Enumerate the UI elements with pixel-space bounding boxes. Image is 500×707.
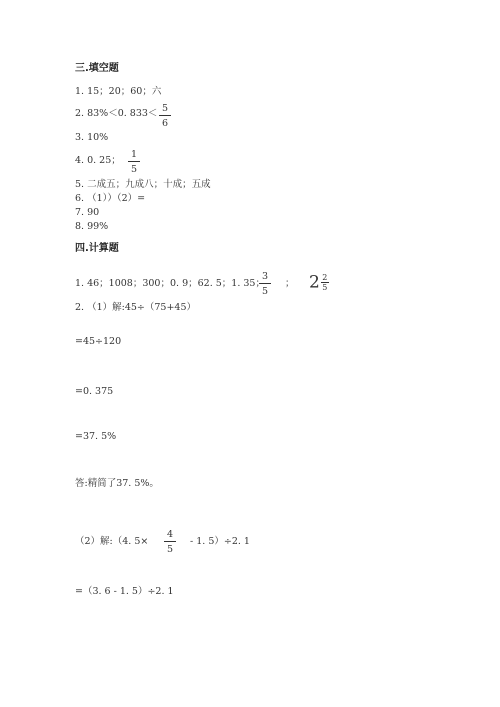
- calc-answer-1-mixed-number: [309, 272, 329, 293]
- fraction-denominator: 5: [130, 164, 138, 175]
- fraction-denominator: 6: [161, 118, 169, 129]
- calc-2-part-2-line-2: =（3. 6 - 1. 5）÷2. 1: [75, 586, 174, 597]
- fraction-denominator: 5: [261, 286, 269, 297]
- calc-2-part-2-line-1: （2）解:（4. 5×: [75, 536, 149, 547]
- answer-8: 8. 99%: [75, 221, 109, 232]
- calc-2-answer: 答:精简了37. 5%。: [75, 478, 159, 489]
- answer-1: 1. 15；20；60；六: [75, 86, 162, 97]
- answer-2-fraction: [158, 103, 172, 129]
- fraction-bar: [128, 161, 140, 162]
- fraction-denominator: 5: [166, 544, 174, 555]
- calc-section-title: 四.计算题: [75, 243, 119, 254]
- answer-4-fraction: [127, 149, 141, 175]
- mixed-numerator: 2: [322, 273, 328, 282]
- answer-3: 3. 10%: [75, 132, 109, 143]
- fraction-numerator: 4: [166, 529, 174, 540]
- fraction-numerator: 1: [130, 149, 138, 160]
- mixed-whole: 2: [309, 272, 320, 293]
- answer-2: 2. 83%＜0. 833＜: [75, 108, 158, 119]
- calc-answer-1-separator: ；: [285, 278, 295, 289]
- fraction-bar: [259, 283, 271, 284]
- mixed-fraction: [321, 273, 329, 292]
- calc-2-line-3: =0. 375: [75, 386, 114, 397]
- calc-2-line-1: 2. （1）解:45÷（75+45）: [75, 302, 197, 313]
- fraction-bar: [164, 541, 176, 542]
- calc-2-part-2-line-1-rest: - 1. 5）÷2. 1: [190, 536, 250, 547]
- calc-answer-1-fraction: [258, 271, 272, 297]
- fill-blank-section-title: 三.填空题: [75, 63, 119, 74]
- fraction-numerator: 3: [261, 271, 269, 282]
- answer-5: 5. 二成五；九成八；十成；五成: [75, 179, 211, 190]
- answer-7: 7. 90: [75, 207, 100, 218]
- calc-2-part-2-fraction: [163, 529, 177, 555]
- calc-answer-1: 1. 46；1008；300；0. 9；62. 5；1. 35；: [75, 278, 265, 289]
- fraction-bar: [159, 115, 171, 116]
- answer-4: 4. 0. 25；: [75, 155, 121, 166]
- calc-2-line-2: =45÷120: [75, 336, 122, 347]
- answer-6: 6. （1））（2）=: [75, 193, 146, 204]
- calc-2-line-4: =37. 5%: [75, 431, 117, 442]
- mixed-denominator: 5: [322, 283, 328, 292]
- fraction-numerator: 5: [161, 103, 169, 114]
